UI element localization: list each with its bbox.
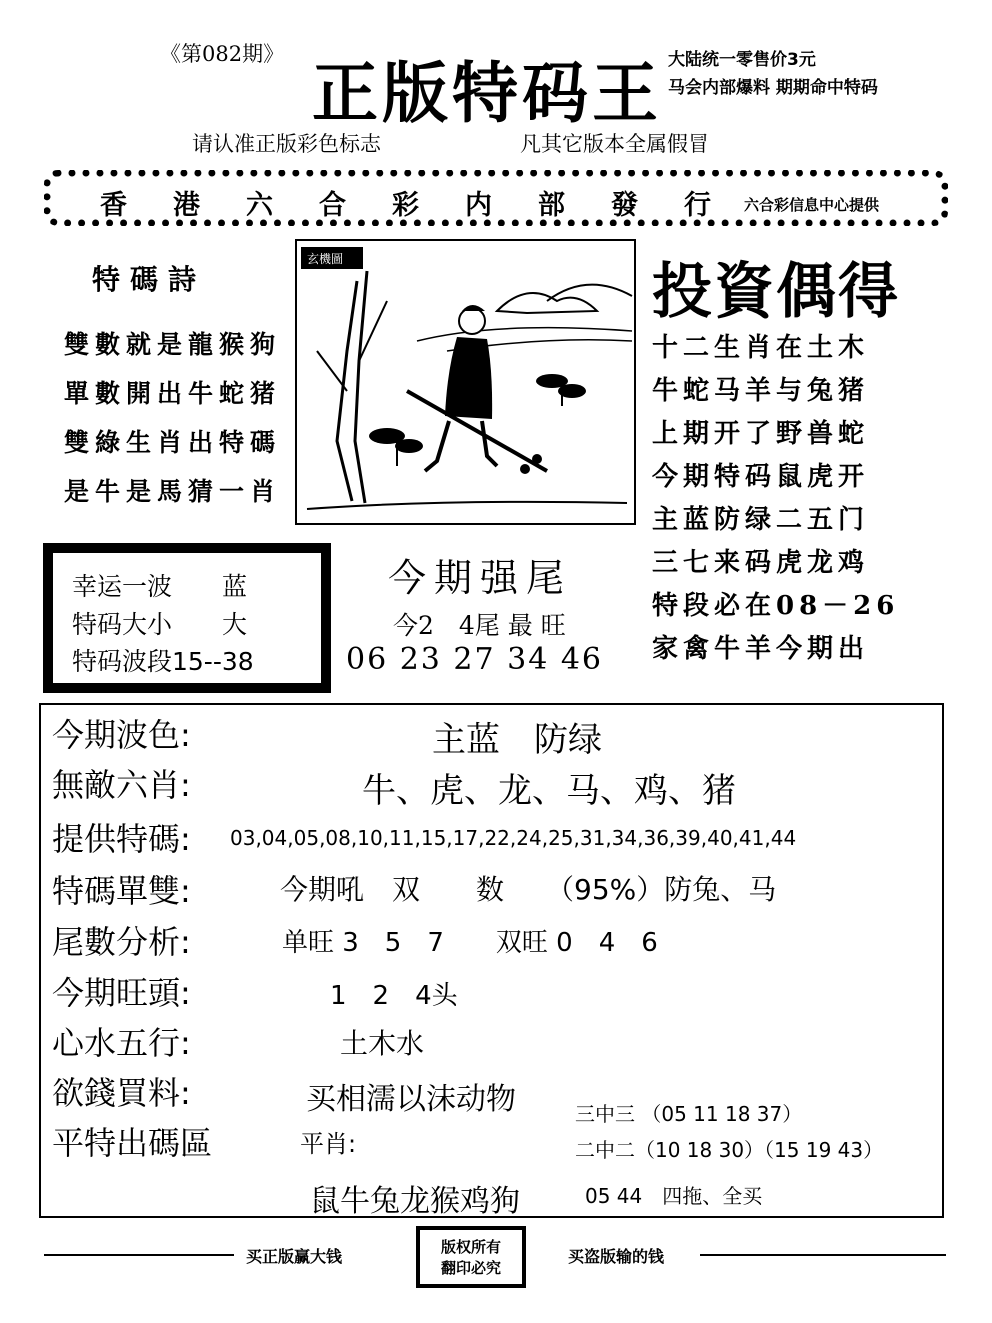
copyright-line: 版权所有 — [440, 1238, 501, 1256]
six-zodiac-value: 牛、虎、龙、马、鸡、猪 — [362, 771, 736, 811]
odd-even-value: 今期吼 双 数 （95%）防兔、马 — [280, 873, 777, 906]
invest-line: 上期开了野兽蛇 — [652, 419, 870, 449]
copyright-line: 翻印必究 — [440, 1259, 501, 1277]
combo-two: 二中二（10 18 30）（15 19 43） — [575, 1138, 884, 1162]
strong-tail-subtitle: 今2 4尾 最 旺 — [393, 611, 566, 640]
label-five-elements: 心水五行: — [52, 1024, 191, 1062]
label-wave-color: 今期波色: — [52, 716, 191, 754]
invest-line: 十二生肖在土木 — [652, 333, 870, 363]
price-line: 大陆统一零售价3元 — [668, 50, 816, 70]
invest-line: 牛蛇马羊与兔猪 — [652, 376, 870, 406]
combo-three: 三中三 （05 11 18 37） — [575, 1102, 803, 1126]
ping-zodiac-value: 鼠牛兔龙猴鸡狗 — [310, 1184, 520, 1219]
poem-line: 雙數就是龍猴狗 — [64, 330, 282, 359]
copyright-box — [416, 1226, 526, 1288]
footer-left: 买正版赢大钱 — [246, 1247, 343, 1266]
label-tail-analysis: 尾數分析: — [52, 923, 191, 961]
tail-analysis-value: 单旺 3 5 7 双旺 0 4 6 — [282, 928, 658, 958]
lucky-line: 幸运一波 蓝 — [72, 572, 248, 601]
five-elements-value: 土木水 — [340, 1027, 425, 1060]
footer-rule-right — [700, 1254, 946, 1256]
riddle-picture — [295, 239, 636, 525]
invest-line: 家禽牛羊今期出 — [652, 634, 870, 664]
ping-label: 平肖: — [300, 1130, 357, 1158]
special-numbers-value: 03,04,05,08,10,11,15,17,22,24,25,31,34,36,39,40,41,44 — [230, 826, 797, 850]
poem-line: 單數開出牛蛇猪 — [64, 379, 282, 408]
invest-line: 特段必在08－26 — [652, 591, 900, 621]
label-odd-even: 特碼單雙: — [52, 872, 191, 910]
issue-number: 《第082期》 — [160, 42, 285, 66]
invest-title: 投資偶得 — [652, 257, 900, 327]
poem-line: 雙綠生肖出特碼 — [64, 428, 282, 457]
farmer-illustration — [297, 241, 634, 523]
lucky-line: 特码大小 大 — [72, 610, 248, 639]
poem-title: 特碼詩 — [92, 263, 207, 296]
label-hot-heads: 今期旺頭: — [52, 974, 191, 1012]
strong-tail-numbers: 06 23 27 34 46 — [346, 642, 604, 677]
strong-tail-title: 今期强尾 — [388, 556, 573, 600]
buy-material-value: 买相濡以沫动物 — [306, 1082, 516, 1117]
page-title: 正版特码王 — [312, 55, 662, 132]
banner-source: 六合彩信息中心提供 — [744, 196, 880, 214]
price-info — [668, 46, 878, 102]
hot-heads-value: 1 2 4头 — [330, 981, 458, 1011]
tagline: 马会内部爆料 期期命中特码 — [668, 78, 878, 98]
footer-right: 买盗版输的钱 — [568, 1247, 665, 1266]
combo-tow: 05 44 四拖、全买 — [585, 1184, 763, 1208]
poem-line: 是牛是馬猜一肖 — [64, 477, 282, 506]
lucky-line: 特码波段15--38 — [72, 647, 254, 676]
banner-text: 香港六合彩内部發行 — [100, 190, 757, 221]
seal-text: 玄機圖 — [307, 252, 344, 266]
wave-color-value: 主蓝 防绿 — [432, 720, 602, 760]
invest-line: 主蓝防绿二五门 — [652, 505, 870, 535]
notice-right: 凡其它版本全属假冒 — [520, 132, 709, 156]
label-special-numbers: 提供特碼: — [52, 820, 191, 858]
footer-rule-left — [44, 1254, 234, 1256]
label-buy-material: 欲錢買料: — [52, 1074, 191, 1112]
invest-line: 今期特码鼠虎开 — [652, 462, 870, 492]
label-ping-zone: 平特出碼區 — [52, 1124, 213, 1162]
invest-line: 三七来码虎龙鸡 — [652, 548, 870, 578]
notice-left: 请认准正版彩色标志 — [192, 132, 381, 156]
label-six-zodiac: 無敵六肖: — [52, 766, 191, 804]
